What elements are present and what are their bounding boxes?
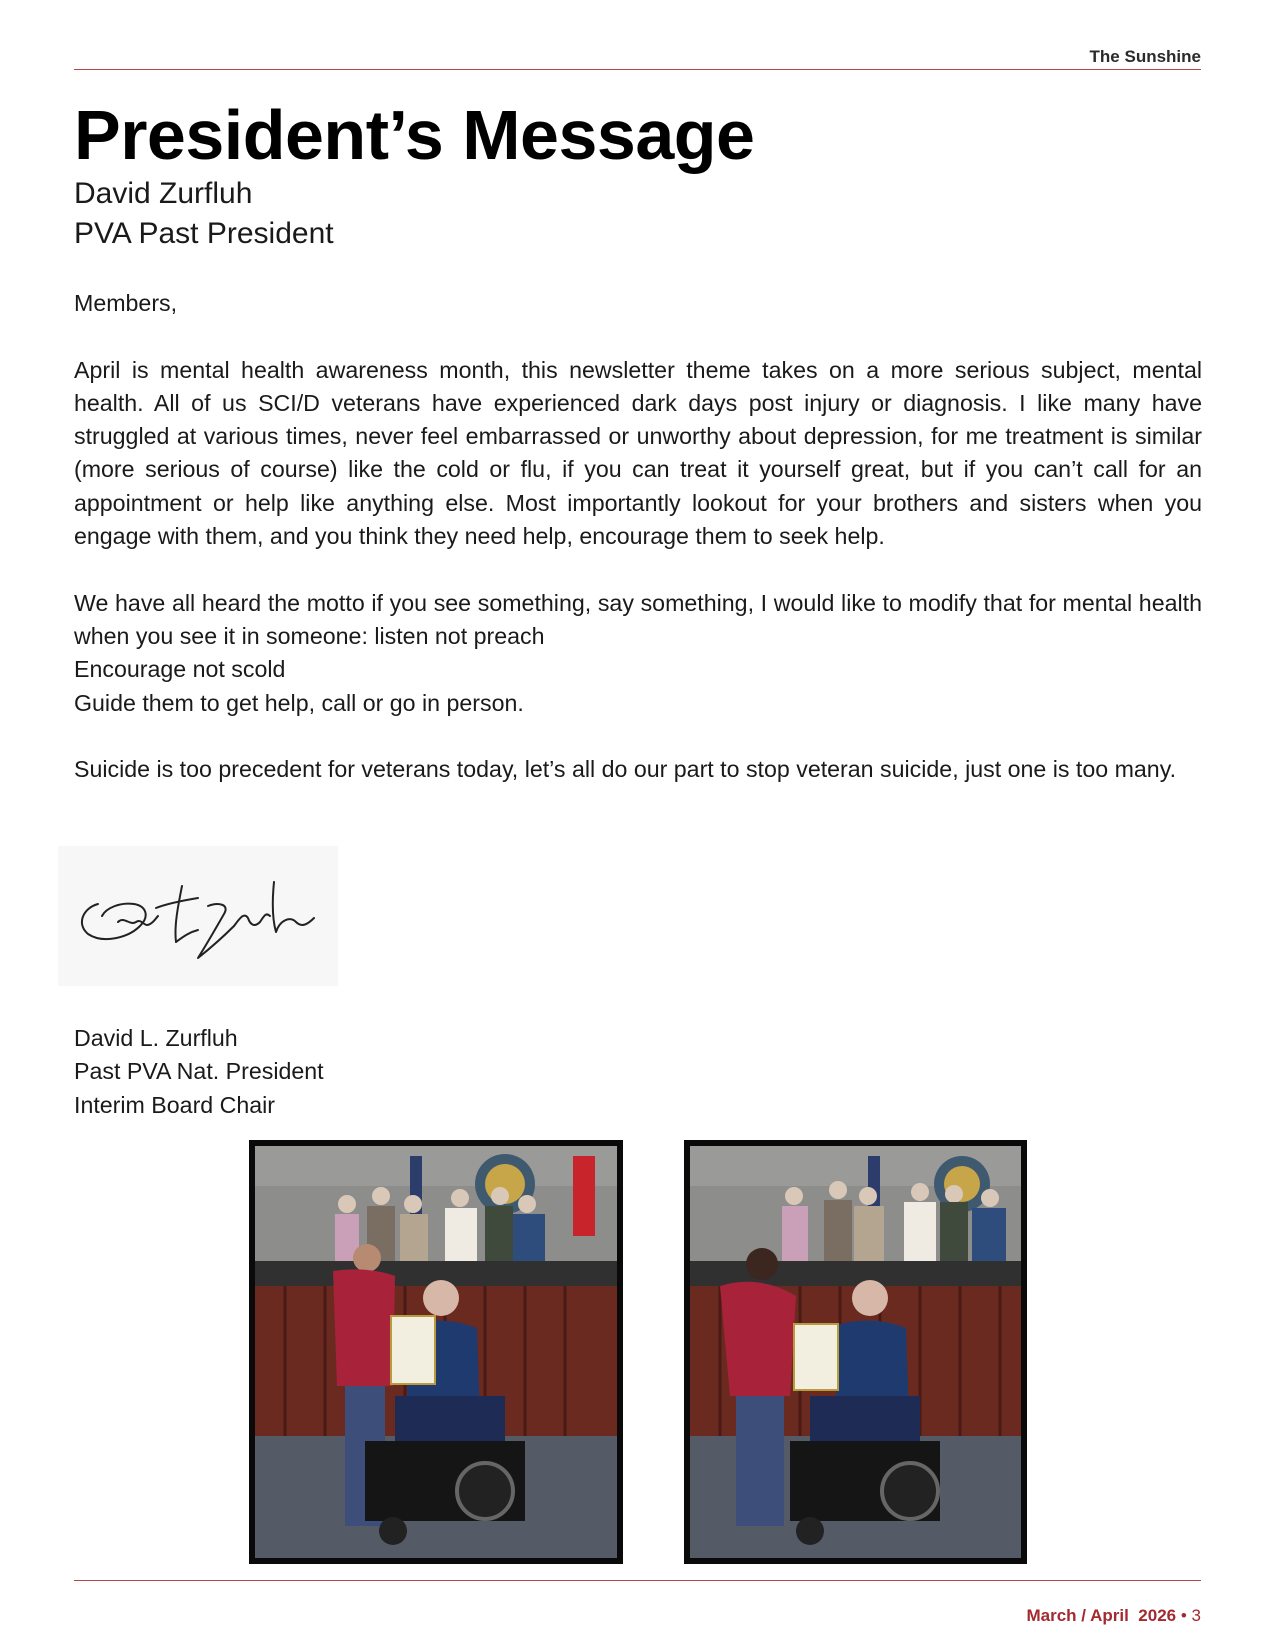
header-divider [74, 69, 1201, 70]
paragraph-2 [74, 587, 1202, 720]
paragraph-3: Suicide is too precedent for veterans today, let’s all do our part to stop veteran suicide, just one is too many. [74, 756, 1177, 783]
author-name: David Zurfluh [74, 177, 253, 210]
salutation: Members, [74, 290, 178, 316]
photo-proclamation-2 [684, 1140, 1027, 1564]
paragraph-1: April is mental health awareness month, this newsletter theme takes on a more serious subject, mental health. All of us SCI/D veterans have experienced dark days post injury or diagnosis. I like many have struggled at various times, never feel embarrassed or unworthy about depression, for me treatment is similar (more serious of course) like the cold or flu, if you can treat it yourself great, but if you can’t call for an appointment or help like anything else. Most importantly lookout for your brothers and sisters when you engage with them, and you think they need help, encourage them to seek help. [74, 356, 1202, 550]
page-footer [1026, 1606, 1201, 1626]
issue-year: 2026 [1138, 1606, 1177, 1625]
line-guide: Guide them to get help, call or go in person. [74, 689, 524, 716]
photo-proclamation-1 [249, 1140, 623, 1564]
byline [74, 174, 334, 254]
signoff-title-2: Interim Board Chair [74, 1091, 276, 1118]
issue-label: March / April [1026, 1606, 1129, 1625]
article-body [74, 287, 1202, 820]
author-role: PVA Past President [74, 217, 334, 250]
page-title: President’s Message [74, 96, 755, 174]
page-number: 3 [1191, 1606, 1201, 1625]
footer-divider [74, 1580, 1201, 1581]
signoff-title-1: Past PVA Nat. President [74, 1058, 324, 1085]
line-encourage: Encourage not scold [74, 656, 286, 683]
footer-bullet: • [1180, 1606, 1187, 1625]
publication-name: The Sunshine [1089, 47, 1201, 66]
signature-image [58, 846, 338, 986]
signoff-block [74, 1022, 324, 1122]
paragraph-2-text: We have all heard the motto if you see something, say something, I would like to modify that for mental health when you see it in someone: listen not preach [74, 589, 1202, 649]
signoff-name: David L. Zurfluh [74, 1025, 238, 1051]
